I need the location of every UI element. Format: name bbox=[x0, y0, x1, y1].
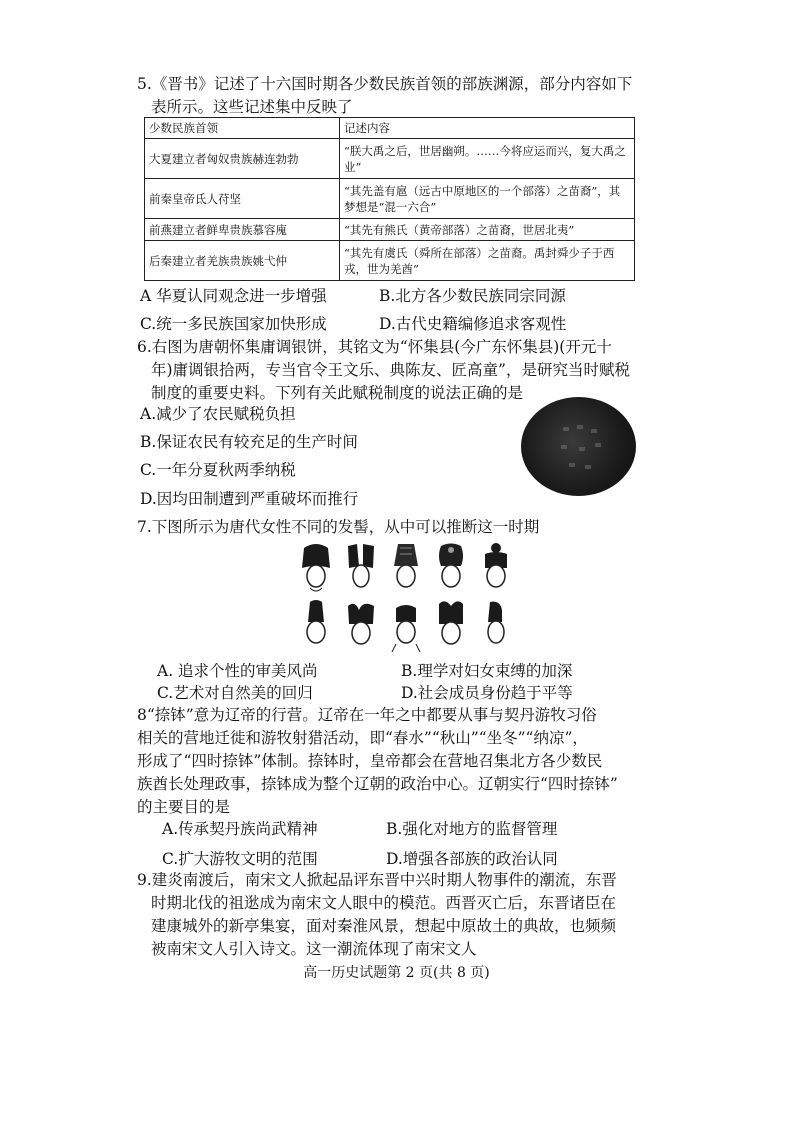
q7-stem: 7.下图所示为唐代女性不同的发髻，从中可以推断这一时期 bbox=[137, 518, 540, 536]
q8-stem-line1: 8“捺钵”意为辽帝的行营。辽帝在一年之中都要从事与契丹游牧习俗 bbox=[137, 706, 597, 724]
table-cell: 前秦皇帝氐人苻坚 bbox=[145, 179, 340, 219]
q6-stem-line1: 6.右图为唐朝怀集庸调银饼，其铭文为“怀集县(今广东怀集县)(开元十 bbox=[137, 338, 612, 356]
table-row bbox=[145, 179, 635, 219]
q5-stem-line1: 5.《晋书》记述了十六国时期各少数民族首领的部族渊源，部分内容如下 bbox=[137, 75, 633, 93]
silver-cake-image bbox=[521, 397, 636, 496]
table-cell: 大夏建立者匈奴贵族赫连勃勃 bbox=[145, 139, 340, 179]
inscription-mark bbox=[579, 447, 585, 451]
q8-option-c: C.扩大游牧文明的范围 bbox=[162, 850, 318, 868]
q5-table bbox=[144, 117, 635, 281]
q8-option-d: D.增强各部族的政治认同 bbox=[386, 850, 558, 868]
table-header-row bbox=[145, 118, 635, 139]
q7-option-b: B.理学对妇女束缚的加深 bbox=[401, 662, 573, 680]
hairstyle-figure bbox=[300, 600, 332, 652]
q8-stem-line5: 的主要目的是 bbox=[137, 798, 231, 816]
q6-stem-line2: 年)庸调银拾两，专当官令王文乐、典陈友、匠高童”，是研究当时赋税 bbox=[151, 361, 630, 379]
q6-option-a: A.减少了农民赋税负担 bbox=[140, 405, 296, 423]
hairstyle-figure bbox=[435, 600, 467, 652]
inscription-mark bbox=[561, 445, 567, 449]
table-cell: “其先有虞氏（舜所在部落）之苗裔。禹封舜少子于西戎，世为羌酋” bbox=[340, 241, 635, 281]
table-header-cell: 少数民族首领 bbox=[145, 118, 340, 139]
q7-option-a: A. 追求个性的审美风尚 bbox=[157, 662, 318, 680]
question-8-stem bbox=[137, 704, 667, 819]
q5-option-c: C.统一多民族国家加快形成 bbox=[140, 315, 327, 333]
hairstyle-figure bbox=[480, 542, 512, 594]
q7-option-c: C.艺术对自然美的回归 bbox=[157, 684, 313, 702]
hairstyle-row-2 bbox=[300, 600, 512, 652]
q5-option-a: A 华夏认同观念进一步增强 bbox=[140, 287, 327, 305]
hairstyle-figure bbox=[390, 600, 422, 652]
inscription-mark bbox=[577, 425, 583, 429]
table-header-cell: 记述内容 bbox=[340, 118, 635, 139]
q8-option-b: B.强化对地方的监督管理 bbox=[386, 820, 558, 838]
inscription-mark bbox=[563, 427, 569, 431]
q6-option-d: D.因均田制遭到严重破坏而推行 bbox=[140, 490, 359, 508]
table-cell: 前燕建立者鲜卑贵族慕容廆 bbox=[145, 219, 340, 241]
table-cell: “其先有熊氏（黄帝部落）之苗裔，世居北夷” bbox=[340, 219, 635, 241]
q5-stem-line2: 表所示。这些记述集中反映了 bbox=[151, 98, 353, 116]
inscription-mark bbox=[591, 429, 597, 433]
q7-option-d: D.社会成员身份趋于平等 bbox=[401, 684, 573, 702]
q8-option-a: A.传承契丹族尚武精神 bbox=[162, 820, 318, 838]
hairstyle-figure bbox=[480, 600, 512, 652]
question-5-stem bbox=[137, 73, 667, 119]
table-cell: “其先盖有扈（远古中原地区的一个部落）之苗裔”，其梦想是“混一六合” bbox=[340, 179, 635, 219]
table-cell: “朕大禹之后，世居幽朔。……今将应运而兴，复大禹之业” bbox=[340, 139, 635, 179]
inscription-mark bbox=[569, 463, 575, 467]
q6-option-b: B.保证农民有较充足的生产时间 bbox=[140, 433, 358, 451]
q6-stem-line3: 制度的重要史料。下列有关此赋税制度的说法正确的是 bbox=[151, 384, 524, 402]
q5-option-b: B.北方各少数民族同宗同源 bbox=[379, 287, 566, 305]
hairstyle-figure bbox=[300, 542, 332, 594]
q6-option-c: C.一年分夏秋两季纳税 bbox=[140, 461, 296, 479]
hairstyle-row-1 bbox=[300, 542, 512, 594]
q9-stem-line1: 9.建炎南渡后，南宋文人掀起品评东晋中兴时期人物事件的潮流，东晋 bbox=[137, 871, 617, 889]
hairstyle-figure bbox=[345, 600, 377, 652]
question-7-stem bbox=[137, 516, 667, 539]
table-row bbox=[145, 139, 635, 179]
hairstyle-figure bbox=[390, 542, 422, 594]
question-9-stem bbox=[137, 869, 667, 961]
table-row bbox=[145, 219, 635, 241]
q9-stem-line4: 被南宋文人引入诗文。这一潮流体现了南宋文人 bbox=[151, 940, 477, 958]
q8-stem-line2: 相关的营地迁徙和游牧射猎活动，即“春水”“秋山”“坐冬”“纳凉”， bbox=[137, 729, 588, 747]
table-row bbox=[145, 241, 635, 281]
inscription-mark bbox=[585, 465, 591, 469]
q8-stem-line4: 族酋长处理政事，捺钵成为整个辽朝的政治中心。辽朝实行“四时捺钵” bbox=[137, 775, 618, 793]
q9-stem-line2: 时期北伐的祖逖成为南宋文人眼中的模范。西晋灭亡后，东晋诸臣在 bbox=[151, 894, 617, 912]
table-cell: 后秦建立者羌族贵族姚弋仲 bbox=[145, 241, 340, 281]
page-footer: 高一历史试题第 2 页(共 8 页) bbox=[303, 965, 490, 981]
hairstyle-figure bbox=[435, 542, 467, 594]
q9-stem-line3: 建康城外的新亭集宴，面对秦淮风景，想起中原故土的典故，也频频 bbox=[151, 917, 617, 935]
q5-option-d: D.古代史籍编修追求客观性 bbox=[379, 315, 567, 333]
inscription-mark bbox=[595, 443, 601, 447]
q8-stem-line3: 形成了“四时捺钵”体制。捺钵时，皇帝都会在营地召集北方各少数民 bbox=[137, 752, 603, 770]
question-6-stem bbox=[137, 336, 667, 405]
hairstyle-figure bbox=[345, 542, 377, 594]
